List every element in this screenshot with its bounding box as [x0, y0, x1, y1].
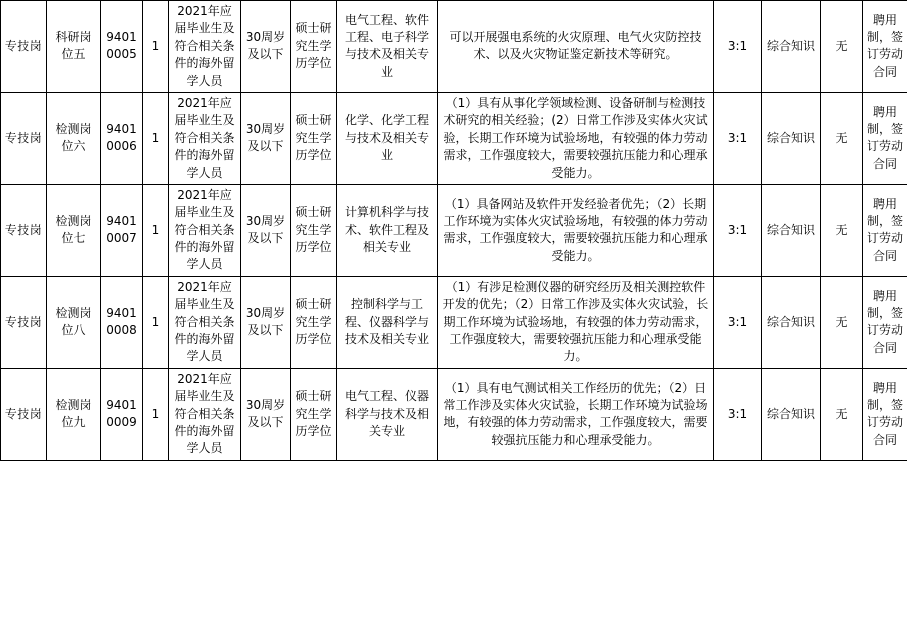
cell-degree: 硕士研究生学历学位 — [291, 92, 337, 184]
cell-post-code: 94010006 — [101, 92, 143, 184]
cell-exam-ratio: 3:1 — [714, 1, 762, 93]
cell-post-code: 94010007 — [101, 184, 143, 276]
cell-headcount: 1 — [143, 276, 169, 368]
cell-condition: 2021年应届毕业生及符合相关条件的海外留学人员 — [169, 1, 241, 93]
cell-headcount: 1 — [143, 92, 169, 184]
cell-exam-ratio: 3:1 — [714, 92, 762, 184]
cell-degree: 硕士研究生学历学位 — [291, 276, 337, 368]
cell-condition: 2021年应届毕业生及符合相关条件的海外留学人员 — [169, 368, 241, 460]
cell-exam-subject: 综合知识 — [762, 1, 821, 93]
cell-exam-ratio: 3:1 — [714, 368, 762, 460]
cell-other: 无 — [821, 92, 863, 184]
cell-post-code: 94010005 — [101, 1, 143, 93]
cell-major: 计算机科学与技术、软件工程及相关专业 — [337, 184, 438, 276]
cell-post-name: 检测岗位七 — [47, 184, 101, 276]
cell-post-code: 94010009 — [101, 368, 143, 460]
cell-age: 30周岁及以下 — [241, 276, 291, 368]
cell-exam-ratio: 3:1 — [714, 276, 762, 368]
cell-degree: 硕士研究生学历学位 — [291, 368, 337, 460]
cell-employment-form: 聘用制，签订劳动合同 — [863, 92, 907, 184]
cell-age: 30周岁及以下 — [241, 92, 291, 184]
cell-description: （1）具有电气测试相关工作经历的优先；（2）日常工作涉及实体火灾试验，长期工作环境为试验场地，有较强的体力劳动需求，工作强度较大，需要较强抗压能力和心理承受能力。 — [438, 368, 714, 460]
cell-employment-form: 聘用制，签订劳动合同 — [863, 276, 907, 368]
cell-degree: 硕士研究生学历学位 — [291, 1, 337, 93]
cell-exam-subject: 综合知识 — [762, 276, 821, 368]
cell-post-name: 检测岗位八 — [47, 276, 101, 368]
cell-post-name: 检测岗位六 — [47, 92, 101, 184]
cell-post-name: 检测岗位九 — [47, 368, 101, 460]
cell-other: 无 — [821, 368, 863, 460]
cell-age: 30周岁及以下 — [241, 184, 291, 276]
cell-description: （1）具备网站及软件开发经验者优先；（2）长期工作环境为实体火灾试验场地，有较强的体力劳动需求，工作强度较大，需要较强抗压能力和心理承受能力。 — [438, 184, 714, 276]
cell-major: 电气工程、软件工程、电子科学与技术及相关专业 — [337, 1, 438, 93]
cell-post-type: 专技岗 — [1, 1, 47, 93]
cell-age: 30周岁及以下 — [241, 368, 291, 460]
table-row — [1, 276, 907, 368]
table-row — [1, 92, 907, 184]
cell-major: 化学、化学工程与技术及相关专业 — [337, 92, 438, 184]
cell-age: 30周岁及以下 — [241, 1, 291, 93]
cell-other: 无 — [821, 1, 863, 93]
cell-employment-form: 聘用制，签订劳动合同 — [863, 184, 907, 276]
cell-condition: 2021年应届毕业生及符合相关条件的海外留学人员 — [169, 92, 241, 184]
cell-post-name: 科研岗位五 — [47, 1, 101, 93]
cell-major: 电气工程、仪器科学与技术及相关专业 — [337, 368, 438, 460]
cell-post-code: 94010008 — [101, 276, 143, 368]
cell-other: 无 — [821, 184, 863, 276]
cell-employment-form: 聘用制，签订劳动合同 — [863, 368, 907, 460]
cell-exam-subject: 综合知识 — [762, 184, 821, 276]
cell-headcount: 1 — [143, 184, 169, 276]
cell-post-type: 专技岗 — [1, 276, 47, 368]
cell-employment-form: 聘用制，签订劳动合同 — [863, 1, 907, 93]
table-row — [1, 184, 907, 276]
cell-condition: 2021年应届毕业生及符合相关条件的海外留学人员 — [169, 184, 241, 276]
cell-post-type: 专技岗 — [1, 92, 47, 184]
cell-exam-ratio: 3:1 — [714, 184, 762, 276]
cell-exam-subject: 综合知识 — [762, 368, 821, 460]
cell-degree: 硕士研究生学历学位 — [291, 184, 337, 276]
cell-post-type: 专技岗 — [1, 184, 47, 276]
cell-post-type: 专技岗 — [1, 368, 47, 460]
table-row — [1, 1, 907, 93]
cell-headcount: 1 — [143, 1, 169, 93]
cell-major: 控制科学与工程、仪器科学与技术及相关专业 — [337, 276, 438, 368]
cell-exam-subject: 综合知识 — [762, 92, 821, 184]
cell-other: 无 — [821, 276, 863, 368]
cell-condition: 2021年应届毕业生及符合相关条件的海外留学人员 — [169, 276, 241, 368]
cell-description: （1）有涉足检测仪器的研究经历及相关测控软件开发的优先；（2）日常工作涉及实体火灾试验，长期工作环境为试验场地，有较强的体力劳动需求，工作强度较大，需要较强抗压能力和心理承受能力。 — [438, 276, 714, 368]
cell-description: 可以开展强电系统的火灾原理、电气火灾防控技术、以及火灾物证鉴定新技术等研究。 — [438, 1, 714, 93]
table-row — [1, 368, 907, 460]
cell-headcount: 1 — [143, 368, 169, 460]
cell-description: （1）具有从事化学领域检测、设备研制与检测技术研究的相关经验；(2）日常工作涉及实体火灾试验，长期工作环境为试验场地，有较强的体力劳动需求，工作强度较大，需要较强抗压能力和心理承受能力。 — [438, 92, 714, 184]
